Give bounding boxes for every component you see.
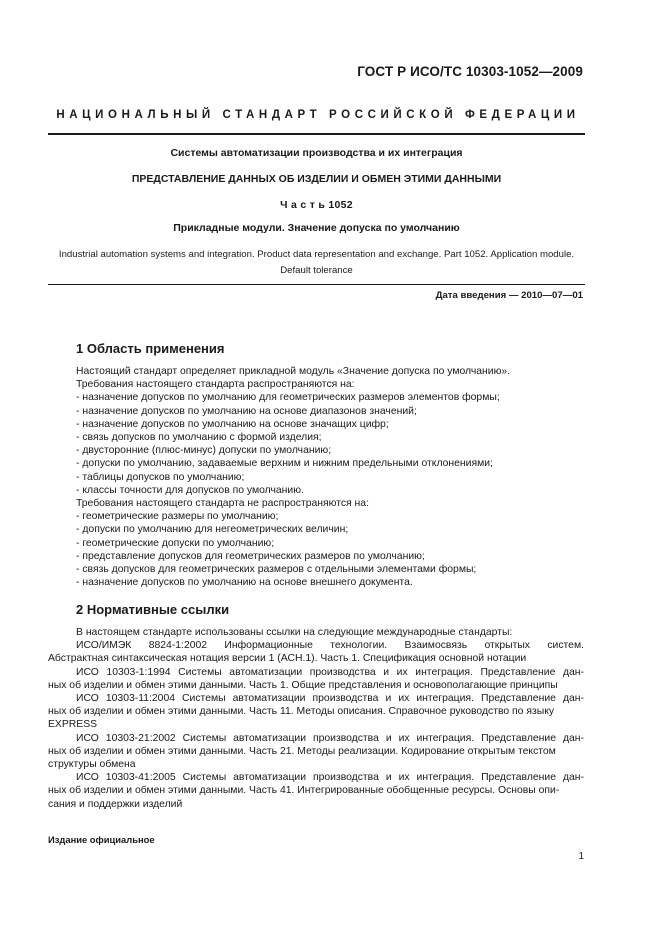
subtitle: Прикладные модули. Значение допуска по умолчанию bbox=[173, 222, 460, 234]
reference-line: ИСО 10303-21:2002 Системы автоматизации производства и их интеграция. Представление дан- bbox=[76, 732, 584, 744]
not-applies-item: - назначение допусков по умолчанию на основе внешнего документа. bbox=[76, 577, 413, 589]
not-applies-item: - связь допусков для геометрических размеров с отдельными элементами формы; bbox=[76, 564, 477, 576]
english-title-line-2: Default tolerance bbox=[280, 265, 353, 276]
title-rule bbox=[48, 284, 585, 285]
section-2-intro: В настоящем стандарте использованы ссылки на следующие международные стандарты: bbox=[76, 627, 513, 638]
reference-item bbox=[48, 666, 584, 692]
series-title: Системы автоматизации производства и их интеграция bbox=[170, 147, 463, 159]
page-number: 1 bbox=[578, 851, 584, 862]
applies-item: - таблицы допусков по умолчанию; bbox=[76, 471, 245, 483]
national-standard-banner: НАЦИОНАЛЬНЫЙ СТАНДАРТ РОССИЙСКОЙ ФЕДЕРАЦИИ bbox=[56, 109, 580, 121]
reference-item bbox=[48, 639, 584, 665]
applies-item: - классы точности для допусков по умолчанию. bbox=[76, 484, 304, 496]
part-label: Ч а с т ь 1052 bbox=[280, 199, 353, 211]
applies-item: - назначение допусков по умолчанию для геометрических размеров элементов формы; bbox=[76, 392, 500, 404]
applies-item: - допуски по умолчанию, задаваемые верхним и нижним предельными отклонениями; bbox=[76, 458, 493, 470]
section-1-body bbox=[76, 365, 584, 589]
section-2-body bbox=[48, 626, 584, 811]
reference-continuation: ных об изделии и обмен этими данными. Часть 41. Интегрированные обобщенные ресурсы. Основы опи-сания и поддержки изделий bbox=[48, 785, 560, 810]
applies-item: - связь допусков по умолчанию с формой изделия; bbox=[76, 432, 322, 444]
section-1-heading: 1 Область применения bbox=[76, 341, 225, 356]
english-title-line-1: Industrial automation systems and integration. Product data representation and exchange. Part 1052. Application module. bbox=[58, 249, 575, 260]
english-title bbox=[44, 247, 589, 279]
main-title: ПРЕДСТАВЛЕНИЕ ДАННЫХ ОБ ИЗДЕЛИИ И ОБМЕН ЭТИМИ ДАННЫМИ bbox=[131, 173, 502, 185]
applies-item: - двусторонние (плюс-минус) допуски по умолчанию; bbox=[76, 445, 332, 457]
not-applies-item: - представление допусков для геометрических размеров по умолчанию; bbox=[76, 550, 425, 562]
applies-item: - назначение допусков по умолчанию на основе значащих цифр; bbox=[76, 418, 389, 430]
reference-item bbox=[48, 771, 584, 811]
reference-continuation: Абстрактная синтаксическая нотация версии 1 (АСН.1). Часть 1. Спецификация основной нотации bbox=[48, 653, 527, 665]
section-2-heading: 2 Нормативные ссылки bbox=[76, 602, 230, 617]
reference-item bbox=[48, 732, 584, 772]
reference-line: ИСО/ИМЭК 8824-1:2002 Информационные технологии. Взаимосвязь открытых систем. bbox=[76, 640, 584, 652]
applies-lead: Требования настоящего стандарта распространяются на: bbox=[76, 379, 355, 391]
reference-continuation: ных об изделии и обмен этими данными. Часть 1. Общие представления и основополагающие принципы bbox=[48, 679, 558, 691]
reference-item bbox=[48, 692, 584, 732]
reference-continuation: ных об изделии и обмен этими данными. Часть 21. Методы реализации. Кодирование открытым текстом структуры обмена bbox=[48, 745, 556, 771]
not-applies-item: - геометрические размеры по умолчанию; bbox=[76, 511, 279, 523]
official-edition-label: Издание официальное bbox=[48, 834, 155, 845]
reference-line: ИСО 10303-41:2005 Системы автоматизации производства и их интеграция. Представление дан- bbox=[76, 772, 584, 784]
standard-code: ГОСТ Р ИСО/ТС 10303-1052—2009 bbox=[357, 64, 583, 79]
effective-date: Дата введения — 2010—07—01 bbox=[435, 290, 583, 301]
reference-line: ИСО 10303-1:1994 Системы автоматизации производства и их интеграция. Представление дан- bbox=[76, 666, 584, 678]
reference-continuation: ных об изделии и обмен этими данными. Часть 11. Методы описания. Справочное руководство по языку EXPRESS bbox=[48, 706, 555, 731]
not-applies-item: - допуски по умолчанию для негеометрических величин; bbox=[76, 524, 349, 536]
section-1-intro: Настоящий стандарт определяет прикладной модуль «Значение допуска по умолчанию». bbox=[76, 366, 511, 377]
reference-line: ИСО 10303-11:2004 Системы автоматизации производства и их интеграция. Представление дан- bbox=[76, 693, 584, 705]
header-rule bbox=[48, 133, 585, 135]
applies-item: - назначение допусков по умолчанию на основе диапазонов значений; bbox=[76, 405, 417, 417]
not-applies-item: - геометрические допуски по умолчанию; bbox=[76, 537, 275, 549]
not-applies-lead: Требования настоящего стандарта не распространяются на: bbox=[76, 498, 369, 510]
